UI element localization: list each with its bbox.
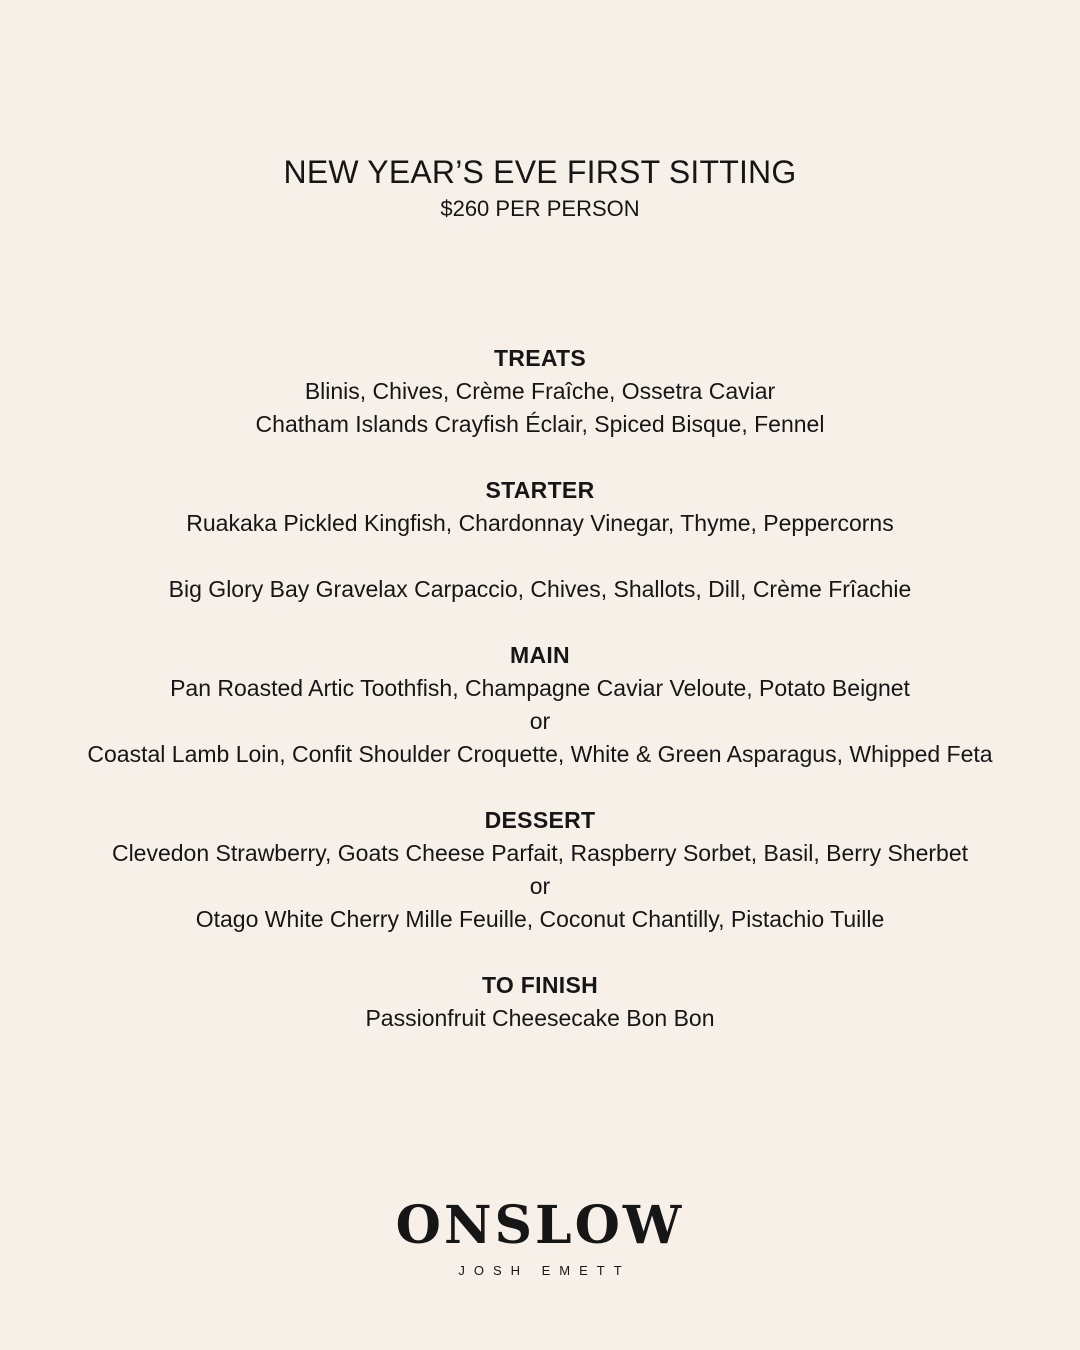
menu-body: [0, 342, 1080, 1035]
section-title-dessert: DESSERT: [484, 807, 596, 833]
section-title-starter: STARTER: [485, 477, 595, 503]
section-title-main: MAIN: [510, 642, 570, 668]
section-treats: [0, 342, 1080, 441]
page-title: NEW YEAR’S EVE FIRST SITTING: [283, 154, 797, 190]
menu-header: [0, 152, 1080, 224]
menu-item: Passionfruit Cheesecake Bon Bon: [365, 1005, 715, 1031]
menu-item: Clevedon Strawberry, Goats Cheese Parfait, Raspberry Sorbet, Basil, Berry Sherbet: [111, 840, 969, 866]
menu-item: Blinis, Chives, Crème Fraîche, Ossetra Caviar: [304, 378, 776, 404]
menu-item: Big Glory Bay Gravelax Carpaccio, Chives, Shallots, Dill, Crème Frîachie: [168, 576, 912, 602]
menu-item: Pan Roasted Artic Toothfish, Champagne Caviar Veloute, Potato Beignet: [170, 675, 910, 701]
section-title-to-finish: TO FINISH: [481, 972, 598, 998]
section-to-finish: [0, 969, 1080, 1035]
section-main: [0, 639, 1080, 771]
menu-item: Chatham Islands Crayfish Éclair, Spiced Bisque, Fennel: [255, 411, 825, 437]
or-separator: or: [529, 873, 551, 899]
section-dessert: [0, 804, 1080, 936]
menu-item: Otago White Cherry Mille Feuille, Coconut Chantilly, Pistachio Tuille: [195, 906, 885, 932]
menu-item: Ruakaka Pickled Kingfish, Chardonnay Vinegar, Thyme, Peppercorns: [186, 510, 894, 536]
logo-subtitle: JOSH EMETT: [458, 1263, 631, 1278]
logo-wordmark: ONSLOW: [395, 1195, 685, 1256]
restaurant-logo: [0, 1196, 1080, 1280]
section-starter: [0, 474, 1080, 606]
price-per-person: $260 PER PERSON: [440, 196, 640, 221]
section-title-treats: TREATS: [493, 345, 587, 371]
or-separator: or: [529, 708, 551, 734]
menu-item: Coastal Lamb Loin, Confit Shoulder Croquette, White & Green Asparagus, Whipped Feta: [87, 741, 993, 767]
